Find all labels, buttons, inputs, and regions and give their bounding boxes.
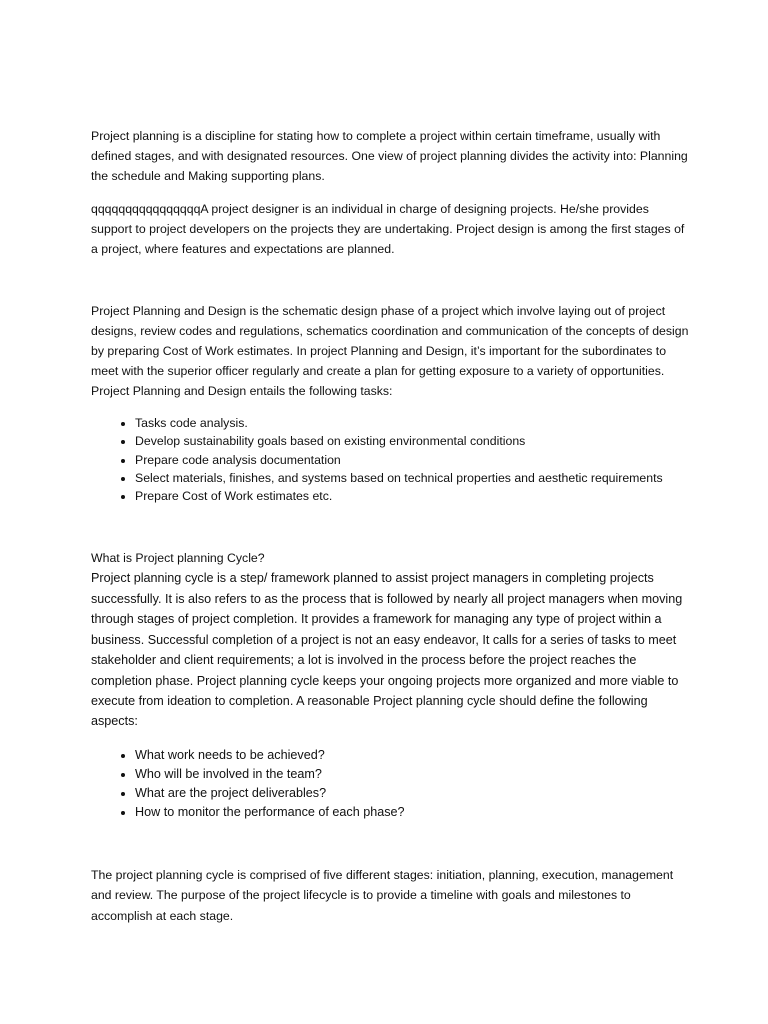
stages-paragraph: The project planning cycle is comprised of five different stages: initiation, planning, execution, management and review. The purpose of the project lifecycle is to provide a timeline with goals and milestones to accomplish at each stage. <box>91 867 674 923</box>
planning-design-paragraph: Project Planning and Design is the schematic design phase of a project which involve laying out of project designs, review codes and regulations, schematics coordination and communication of the concepts of design by preparing Cost of Work estimates. In project Planning and Design, it’s important for the subordinates to meet with the superior officer regularly and create a plan for getting exposure to a variety of opportunities. Project Planning and Design entails the following tasks: <box>91 304 689 398</box>
aspects-list <box>91 746 691 822</box>
list-item: • Prepare Cost of Work estimates etc. <box>135 487 691 505</box>
document-body <box>91 126 691 926</box>
list-item: • Develop sustainability goals based on existing environmental conditions <box>135 432 691 450</box>
list-item: • What work needs to be achieved? <box>135 746 691 765</box>
list-item: • How to monitor the performance of each phase? <box>135 803 691 822</box>
intro-rest: is a discipline for stating how to complete a project within certain timeframe, usually with defined stages, and with designated resources. One view of project planning divides the activity into: Planning the schedule and Making supporting plans. <box>91 129 688 183</box>
intro-lead: Project planning <box>91 129 180 143</box>
list-item: • What are the project deliverables? <box>135 784 691 803</box>
list-item: • Who will be involved in the team? <box>135 765 691 784</box>
cycle-paragraph: Project planning cycle is a step/ framework planned to assist project managers in completing projects successfully. It is also refers to as the process that is followed by nearly all project managers when moving through stages of project completion. It provides a framework for managing any type of project within a business. Successful completion of a project is not an easy endeavor, It calls for a series of tasks to meet stakeholder and client requirements; a lot is involved in the process before the project reaches the completion phase. Project planning cycle keeps your ongoing projects more organized and more viable to execute from ideation to completion. A reasonable Project planning cycle should define the following aspects: <box>91 571 683 729</box>
cycle-heading: What is Project planning Cycle? <box>91 551 265 566</box>
list-item: • Tasks code analysis. <box>135 414 691 432</box>
tasks-list <box>91 414 691 505</box>
intro-paragraph <box>91 126 691 186</box>
list-item: • Prepare code analysis documentation <box>135 451 691 469</box>
list-item: • Select materials, finishes, and systems based on technical properties and aesthetic requirements <box>135 469 691 487</box>
designer-paragraph: qqqqqqqqqqqqqqqqA project designer is an individual in charge of designing projects. He/she provides support to project developers on the projects they are undertaking. Project design is among the first stages of a project, where features and expectations are planned. <box>91 202 685 256</box>
